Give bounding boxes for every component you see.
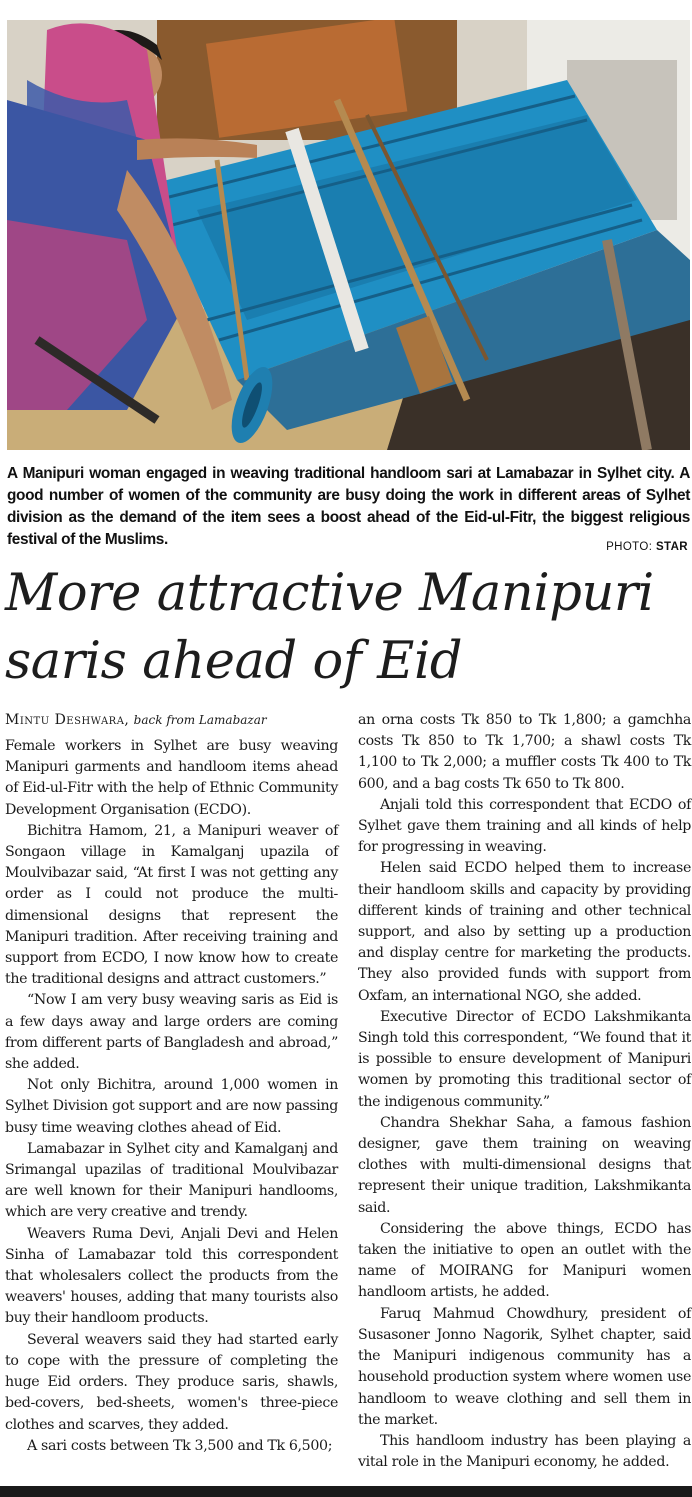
article-paragraph: Not only Bichitra, around 1,000 women in Sylhet Division got support and are now passing busy time weaving clothes ahead of Eid.: [5, 1077, 338, 1136]
weaving-photo: [7, 20, 690, 450]
article-paragraph: Bichitra Hamom, 21, a Manipuri weaver of Songaon village in Kamalganj upazila of Moulvibazar said, “At first I was not getting any order as I could not produce the multi-dimensional designs that represent the Manipuri tradition. After receiving training and support from ECDO, I now know how to create the traditional designs and attract customers.”: [5, 822, 338, 988]
article-paragraph: Helen said ECDO helped them to increase their handloom skills and capacity by providing different kinds of training and other technical support, and also by setting up a production and display centre for marketing the products. They also provided funds with support from Oxfam, an international NGO, she added.: [358, 860, 691, 1004]
photo-credit-label: PHOTO:: [606, 541, 656, 553]
article-headline: [5, 560, 690, 696]
headline-line-2: saris ahead of Eid: [5, 632, 463, 691]
article-paragraph: Female workers in Sylhet are busy weaving Manipuri garments and handloom items ahead of Eid-ul-Fitr with the help of Ethnic Community Development Organisation (ECDO).: [5, 738, 338, 818]
article-paragraph: Lamabazar in Sylhet city and Kamalganj and Srimangal upazilas of traditional Moulvibazar are well known for their Manipuri handlooms, which are very creative and trendy.: [5, 1140, 338, 1221]
headline-line-1: More attractive Manipuri: [5, 564, 654, 623]
photo-caption: A Manipuri woman engaged in weaving traditional handloom sari at Lamabazar in Sylhet city. A good number of women of the community are busy doing the work in different areas of Sylhet division as the demand of the item sees a boost ahead of the Eid-ul-Fitr, the biggest religious festival of the Muslims.: [7, 465, 690, 548]
article-paragraph: “Now I am very busy weaving saris as Eid is a few days away and large orders are coming from different parts of Bangladesh and abroad,” she added.: [5, 992, 338, 1073]
byline: [5, 710, 338, 730]
article-paragraph: A sari costs between Tk 3,500 and Tk 6,500;: [27, 1437, 333, 1454]
photo-credit-source: STAR: [655, 541, 688, 553]
article-paragraph-continued: an orna costs Tk 850 to Tk 1,800; a gamchha costs Tk 850 to Tk 1,700; a shawl costs Tk 1,100 to Tk 2,000; a muffler costs Tk 400 to Tk 600, and a bag costs Tk 650 to Tk 800.: [358, 712, 691, 792]
article-paragraph: Faruq Mahmud Chowdhury, president of Susasoner Jonno Nagorik, Sylhet chapter, said the Manipuri indigenous community has a household production system where women use handloom to weave clothing and sell them in the market.: [358, 1305, 691, 1428]
article-column-right: [358, 710, 691, 1473]
article-column-left: [5, 710, 338, 1457]
article-paragraph: Several weavers said they had started early to cope with the pressure of completing the huge Eid orders. They produce saris, shawls, bed-covers, bed-sheets, women's three-piece clothes and scarves, they added.: [5, 1331, 338, 1433]
article-paragraph: Chandra Shekhar Saha, a famous fashion designer, gave them training on weaving clothes with multi-dimensional designs that represent their unique tradition, Lakshmikanta said.: [358, 1114, 691, 1216]
article-paragraph: This handloom industry has been playing a vital role in the Manipuri economy, he added.: [358, 1432, 691, 1471]
weaving-photo-illustration: [7, 20, 690, 450]
article-paragraph: Weavers Ruma Devi, Anjali Devi and Helen Sinha of Lamabazar told this correspondent that wholesalers collect the products from the weavers' houses, adding that many tourists also buy their handloom products.: [5, 1225, 338, 1327]
article-paragraph: Executive Director of ECDO Lakshmikanta Singh told this correspondent, “We found that it is possible to ensure development of Manipuri women by promoting this traditional sector of the indigenous community.”: [358, 1008, 691, 1110]
article-paragraph: Considering the above things, ECDO has taken the initiative to open an outlet with the name of MOIRANG for Manipuri women handloom artists, he added.: [358, 1220, 691, 1301]
page-bottom-border: [0, 1486, 692, 1497]
byline-author: Mintu Deshwara,: [5, 712, 130, 728]
photo-credit: [606, 541, 688, 553]
article-paragraph: Anjali told this correspondent that ECDO of Sylhet gave them training and all kinds of help for progressing in weaving.: [358, 796, 691, 856]
byline-location: back from Lamabazar: [133, 713, 267, 727]
